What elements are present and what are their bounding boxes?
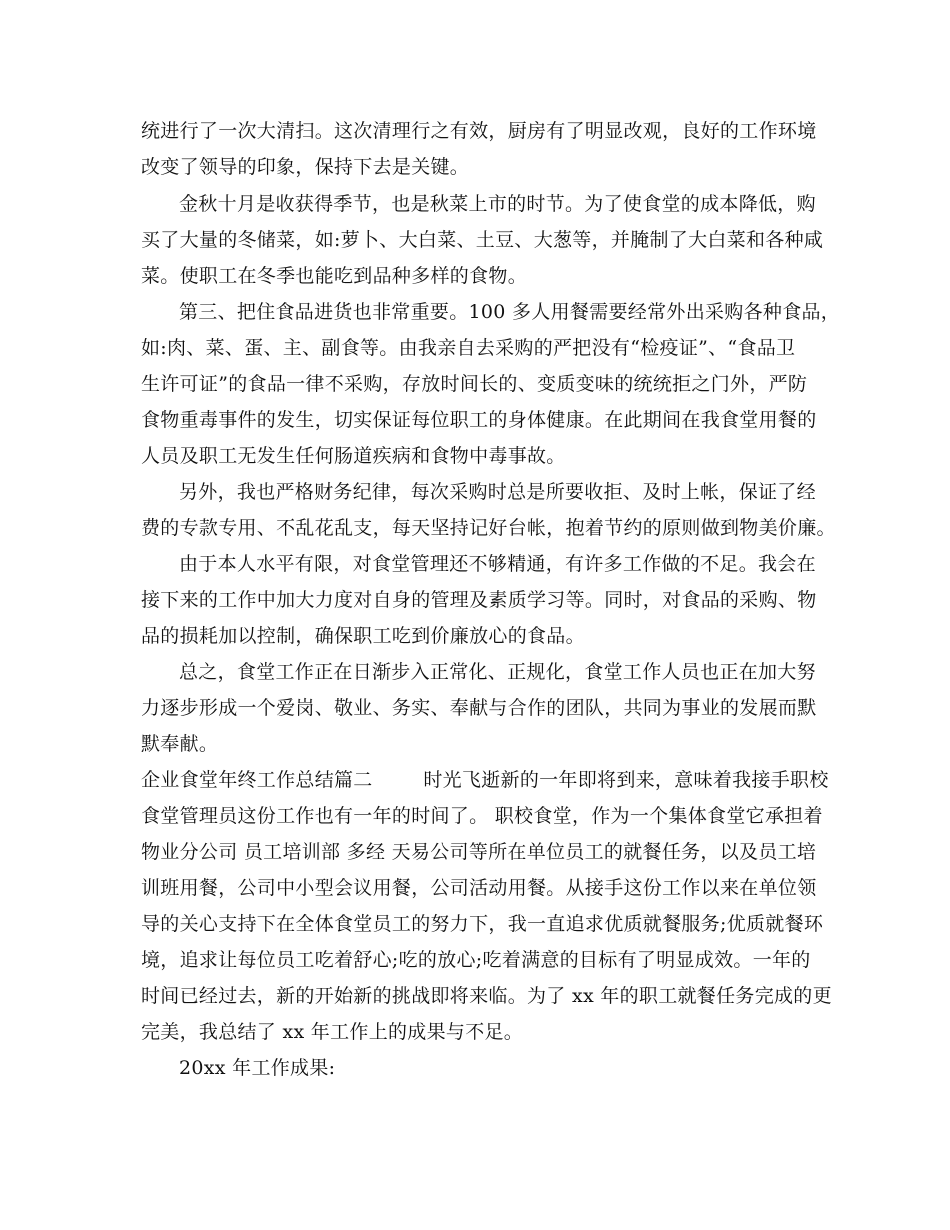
text-line: 金秋十月是收获得季节，也是秋菜上市的时节。为了使食堂的成本降低，购 xyxy=(179,193,816,215)
text-line: 时间已经过去，新的开始新的挑战即将来临。为了 xx 年的职工就餐任务完成的更 xyxy=(141,985,832,1007)
text-line: 20xx 年工作成果: xyxy=(179,1057,336,1079)
text-line: 导的关心支持下在全体食堂员工的努力下，我一直追求优质就餐服务;优质就餐环 xyxy=(141,913,824,935)
text-line: 由于本人水平有限，对食堂管理还不够精通，有许多工作做的不足。我会在 xyxy=(179,553,816,575)
text-line: 费的专款专用、不乱花乱支，每天坚持记好台帐，抱着节约的原则做到物美价廉。 xyxy=(141,517,836,539)
text-line: 如:肉、菜、蛋、主、副食等。由我亲自去采购的严把没有“检疫证”、“食品卫 xyxy=(141,337,796,359)
text-line: 生许可证”的食品一律不采购，存放时间长的、变质变味的统统拒之门外，严防 xyxy=(141,373,808,395)
text-line: 物业分公司 员工培训部 多经 天易公司等所在单位员工的就餐任务，以及员工培 xyxy=(141,841,817,863)
text-line: 接下来的工作中加大力度对自身的管理及素质学习等。同时，对食品的采购、物 xyxy=(141,589,817,611)
text-line: 买了大量的冬储菜，如:萝卜、大白菜、土豆、大葱等，并腌制了大白菜和各种咸 xyxy=(141,229,824,251)
text-line: 另外，我也严格财务纪律，每次采购时总是所要收拒、及时上帐，保证了经 xyxy=(179,481,816,503)
text-line: 改变了领导的印象，保持下去是关键。 xyxy=(141,156,470,178)
text-line: 默奉献。 xyxy=(141,733,219,755)
text-line: 统进行了一次大清扫。这次清理行之有效，厨房有了明显改观，良好的工作环境 xyxy=(141,120,817,142)
text-line: 人员及职工无发生任何肠道疾病和食物中毒事故。 xyxy=(141,445,566,467)
text-line: 第三、把住食品进货也非常重要。100 多人用餐需要经常外出采购各种食品， xyxy=(179,301,841,323)
text-line: 菜。使职工在冬季也能吃到品种多样的食物。 xyxy=(141,265,528,287)
text-line: 总之，食堂工作正在日渐步入正常化、正规化，食堂工作人员也正在加大努 xyxy=(179,661,816,683)
text-line: 品的损耗加以控制，确保职工吃到价廉放心的食品。 xyxy=(141,625,585,647)
section-heading-line: 企业食堂年终工作总结篇二 时光飞逝新的一年即将到来，意味着我接手职校 xyxy=(141,769,829,791)
text-line: 食堂管理员这份工作也有一年的时间了。 职校食堂，作为一个集体食堂它承担着 xyxy=(141,805,823,827)
text-line: 完美，我总结了 xx 年工作上的成果与不足。 xyxy=(141,1021,524,1043)
text-line: 境，追求让每位员工吃着舒心;吃的放心;吃着满意的目标有了明显成效。一年的 xyxy=(141,949,811,971)
text-line: 食物重毒事件的发生，切实保证每位职工的身体健康。在此期间在我食堂用餐的 xyxy=(141,409,817,431)
text-line: 力逐步形成一个爱岗、敬业、务实、奉献与合作的团队，共同为事业的发展而默 xyxy=(141,697,817,719)
text-line: 训班用餐，公司中小型会议用餐，公司活动用餐。从接手这份工作以来在单位领 xyxy=(141,877,817,899)
